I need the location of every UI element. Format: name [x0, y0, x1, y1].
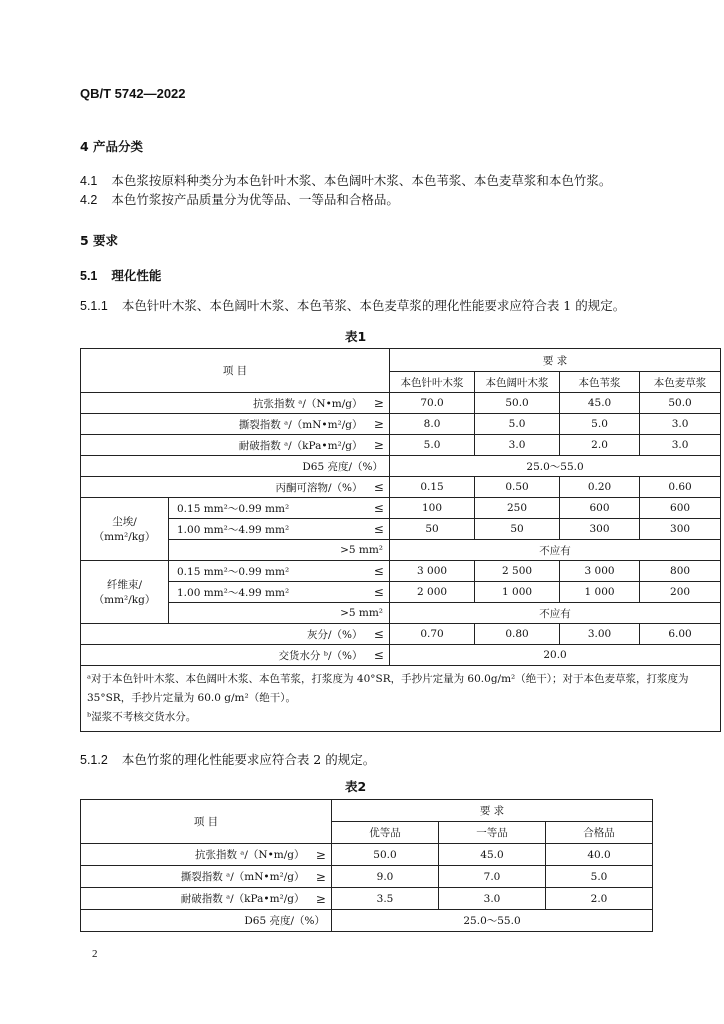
- table-cell: 5.0: [560, 414, 640, 435]
- footnote-a: ᵃ对于本色针叶木浆、本色阔叶木浆、本色苇浆，打浆度为 40°SR，手抄片定量为 60.0g/m²（绝干）；对于本色麦草浆，打浆度为 35°SR，手抄片定量为 60.0 g/m²（绝干）。: [87, 673, 689, 704]
- table-cell: 1 000: [560, 582, 640, 603]
- page-number: 2: [92, 948, 98, 960]
- comparison-symbol: ≥: [369, 393, 390, 414]
- table-cell-merged: 不应有: [390, 540, 721, 561]
- item-header: 项 目: [81, 800, 332, 844]
- group-label-unit: （mm²/kg）: [93, 594, 156, 606]
- table-cell: 200: [640, 582, 721, 603]
- column-header: 优等品: [332, 822, 439, 844]
- column-header: 本色苇浆: [560, 372, 640, 393]
- row-label: 撕裂指数 ᵃ/（mN•m²/g）: [81, 866, 311, 888]
- column-header: 合格品: [546, 822, 653, 844]
- section-5-heading: 5 要求: [80, 233, 119, 248]
- table-row: [81, 645, 721, 666]
- clause-number: 4.2: [80, 193, 98, 207]
- comparison-symbol: ≤: [369, 477, 390, 498]
- table-cell: 100: [390, 498, 475, 519]
- table-cell: 3 000: [560, 561, 640, 582]
- comparison-symbol: ≤: [369, 645, 390, 666]
- clause-text: 本色针叶木浆、本色阔叶木浆、本色苇浆、本色麦草浆的理化性能要求应符合表 1 的规定。: [121, 298, 626, 313]
- comparison-symbol: ≥: [311, 844, 332, 866]
- standard-code: QB/T 5742—2022: [80, 86, 186, 101]
- table-cell: 2.0: [560, 435, 640, 456]
- table-notes: [81, 666, 721, 732]
- comparison-symbol: ≥: [311, 888, 332, 910]
- table-cell: 3.0: [439, 888, 546, 910]
- clause-number: 5.1: [80, 269, 98, 283]
- table-cell: 0.60: [640, 477, 721, 498]
- table-row: [81, 393, 721, 414]
- clause-text: 本色竹浆的理化性能要求应符合表 2 的规定。: [121, 752, 376, 767]
- clause-5-1-2: [80, 750, 375, 768]
- table-cell: 2.0: [546, 888, 653, 910]
- table-row: [81, 540, 721, 561]
- clause-title: 理化性能: [111, 268, 162, 283]
- comparison-symbol: ≥: [311, 866, 332, 888]
- table2-caption: 表2: [345, 779, 367, 794]
- row-label: 0.15 mm²～0.99 mm²: [169, 561, 369, 582]
- row-label: >5 mm²: [169, 603, 390, 624]
- table-cell: 300: [560, 519, 640, 540]
- table-row: [81, 844, 653, 866]
- table-row: [81, 456, 721, 477]
- table-cell: 3.0: [475, 435, 560, 456]
- table-row: [81, 435, 721, 456]
- table-cell: 5.0: [546, 866, 653, 888]
- item-header: 项 目: [81, 349, 390, 393]
- table-cell: 50: [390, 519, 475, 540]
- comparison-symbol: ≥: [369, 435, 390, 456]
- table-cell: 0.20: [560, 477, 640, 498]
- row-label: 抗张指数 ᵃ/（N•m/g）: [81, 844, 311, 866]
- table-row: [81, 582, 721, 603]
- row-label: 撕裂指数 ᵃ/（mN•m²/g）: [81, 414, 369, 435]
- table-cell-merged: 25.0～55.0: [332, 910, 653, 932]
- clause-number: 5.1.1: [80, 299, 108, 313]
- row-label: >5 mm²: [169, 540, 390, 561]
- row-label: 耐破指数 ᵃ/（kPa•m²/g）: [81, 435, 369, 456]
- comparison-symbol: ≤: [369, 561, 390, 582]
- table-cell: 300: [640, 519, 721, 540]
- table-cell: 600: [560, 498, 640, 519]
- table-cell: 5.0: [390, 435, 475, 456]
- row-label: 1.00 mm²～4.99 mm²: [169, 519, 369, 540]
- table-cell: 8.0: [390, 414, 475, 435]
- table-cell: 45.0: [439, 844, 546, 866]
- table-cell: 0.15: [390, 477, 475, 498]
- clause-4-2: [80, 190, 399, 208]
- clause-number: 5.1.2: [80, 753, 108, 767]
- table-cell: 0.70: [390, 624, 475, 645]
- table-cell: 2 000: [390, 582, 475, 603]
- table-cell: 50.0: [475, 393, 560, 414]
- table-cell: 5.0: [475, 414, 560, 435]
- table-row: [81, 888, 653, 910]
- table-cell: 50.0: [640, 393, 721, 414]
- table-cell: 40.0: [546, 844, 653, 866]
- comparison-symbol: ≤: [369, 624, 390, 645]
- table-cell: 6.00: [640, 624, 721, 645]
- table-cell: 9.0: [332, 866, 439, 888]
- table-cell-merged: 25.0～55.0: [390, 456, 721, 477]
- table1: [80, 348, 721, 732]
- table-cell: 800: [640, 561, 721, 582]
- table-row: [81, 414, 721, 435]
- group-label-line: 尘埃/: [112, 516, 137, 528]
- row-label: 交货水分 ᵇ/（%）: [81, 645, 369, 666]
- table-cell-merged: 20.0: [390, 645, 721, 666]
- row-label: 0.15 mm²～0.99 mm²: [169, 498, 369, 519]
- row-label: 丙酮可溶物/（%）: [81, 477, 369, 498]
- comparison-symbol: ≤: [369, 519, 390, 540]
- table-cell: 3.0: [640, 414, 721, 435]
- row-label: D65 亮度/（%）: [81, 910, 332, 932]
- table-cell: 3.00: [560, 624, 640, 645]
- table-row: [81, 519, 721, 540]
- group-label-dirt: [81, 498, 169, 561]
- table2: [80, 799, 653, 932]
- column-header: 本色针叶木浆: [390, 372, 475, 393]
- table-cell: 70.0: [390, 393, 475, 414]
- row-label: 1.00 mm²～4.99 mm²: [169, 582, 369, 603]
- table-cell: 0.50: [475, 477, 560, 498]
- row-label: 抗张指数 ᵃ/（N•m/g）: [81, 393, 369, 414]
- clause-number: 4.1: [80, 174, 98, 188]
- row-label: 耐破指数 ᵃ/（kPa•m²/g）: [81, 888, 311, 910]
- clause-4-1: [80, 171, 611, 189]
- table-cell: 250: [475, 498, 560, 519]
- table-cell: 3.5: [332, 888, 439, 910]
- group-label-shives: [81, 561, 169, 624]
- table-cell: 50.0: [332, 844, 439, 866]
- table-cell: 600: [640, 498, 721, 519]
- clause-text: 本色浆按原料种类分为本色针叶木浆、本色阔叶木浆、本色苇浆、本色麦草浆和本色竹浆。: [111, 173, 612, 188]
- group-label-line: 纤维束/: [106, 579, 143, 591]
- table-cell: 50: [475, 519, 560, 540]
- clause-text: 本色竹浆按产品质量分为优等品、一等品和合格品。: [111, 192, 399, 207]
- comparison-symbol: ≤: [369, 582, 390, 603]
- row-label: 灰分/（%）: [81, 624, 369, 645]
- section-4-heading: 4 产品分类: [80, 139, 144, 154]
- table-cell: 2 500: [475, 561, 560, 582]
- table-cell: 45.0: [560, 393, 640, 414]
- table-cell: 7.0: [439, 866, 546, 888]
- clause-5-1-1: [80, 296, 625, 314]
- table-row: [81, 910, 653, 932]
- table-row: [81, 866, 653, 888]
- clause-5-1-heading: [80, 266, 161, 284]
- group-label-unit: （mm²/kg）: [93, 531, 156, 543]
- table-row: [81, 477, 721, 498]
- table-cell: 3 000: [390, 561, 475, 582]
- column-header: 一等品: [439, 822, 546, 844]
- table-row: [81, 498, 721, 519]
- table-cell-merged: 不应有: [390, 603, 721, 624]
- comparison-symbol: ≥: [369, 414, 390, 435]
- table-row: [81, 624, 721, 645]
- table-cell: 0.80: [475, 624, 560, 645]
- table-notes-row: [81, 666, 721, 732]
- requirement-header: 要 求: [390, 349, 721, 372]
- footnote-b: ᵇ湿浆不考核交货水分。: [87, 711, 197, 723]
- table-cell: 1 000: [475, 582, 560, 603]
- row-label: D65 亮度/（%）: [81, 456, 390, 477]
- column-header: 本色麦草浆: [640, 372, 721, 393]
- table-row: [81, 561, 721, 582]
- column-header: 本色阔叶木浆: [475, 372, 560, 393]
- comparison-symbol: ≤: [369, 498, 390, 519]
- requirement-header: 要 求: [332, 800, 653, 822]
- table-row: [81, 603, 721, 624]
- table-cell: 3.0: [640, 435, 721, 456]
- table1-caption: 表1: [345, 329, 367, 344]
